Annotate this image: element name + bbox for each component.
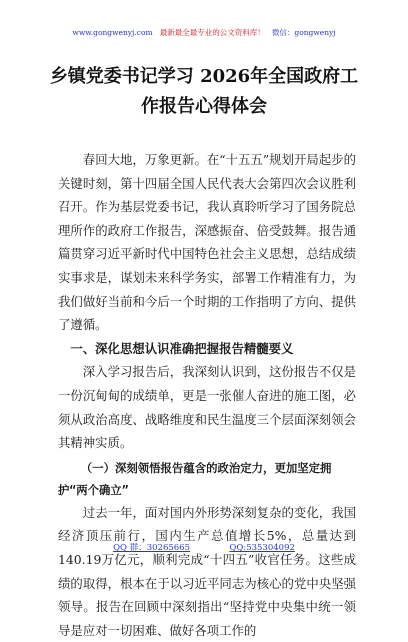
subsection-heading: （一）深刻领悟报告蕴含的政治定力，更加坚定拥护“两个确立” <box>58 460 332 497</box>
header-slogan: 最新最全最专业的公文资料库！ <box>159 28 265 37</box>
title-line-2: 作报告心得体会 <box>141 96 267 117</box>
wechat-id: 微信：gongwenyj <box>271 28 336 37</box>
title-line-1: 乡镇党委书记学习 2026年全国政府工 <box>49 66 359 87</box>
qq-contact[interactable]: QQ:535304092 <box>229 543 295 553</box>
page-footer <box>0 541 408 553</box>
document-title <box>0 62 408 122</box>
site-link[interactable]: www.gongwenyj.com <box>72 28 153 37</box>
qq-group-contact[interactable]: QQ 群：30265665 <box>113 543 190 553</box>
section-heading: 一、深化思想认识准确把握报告精髓要义 <box>70 340 294 356</box>
page-header <box>0 27 408 38</box>
subsection-paragraph: 过去一年，面对国内外形势深刻复杂的变化，我国经济顶压前行，国内生产总值增长5%，总量达到140.19万亿元，顺利完成“十四五”收官任务。这些成绩的取得，根本在于以习近平同志为核心的党中央坚强领导。报告在回顾中深刻指出“坚持党中央集中统一领导是应对一切困难、做好各项工作的 <box>58 504 356 638</box>
document-body <box>58 148 356 642</box>
section-paragraph: 深入学习报告后，我深刻认识到，这份报告不仅是一份沉甸甸的成绩单，更是一张催人奋进的施工图，必须从政治高度、战略维度和民生温度三个层面深刻领会其精神实质。 <box>58 364 356 451</box>
intro-paragraph: 春回大地，万象更新。在“十五五”规划开局起步的关键时刻，第十四届全国人民代表大会第四次会议胜利召开。作为基层党委书记，我认真聆听学习了国务院总理所作的政府工作报告，深感振奋、倍受鼓舞。报告通篇贯穿习近平新时代中国特色社会主义思想，总结成绩实事求是，谋划未来科学务实，部署工作精准有力，为我们做好当前和今后一个时期的工作指明了方向、提供了遵循。 <box>58 152 356 333</box>
